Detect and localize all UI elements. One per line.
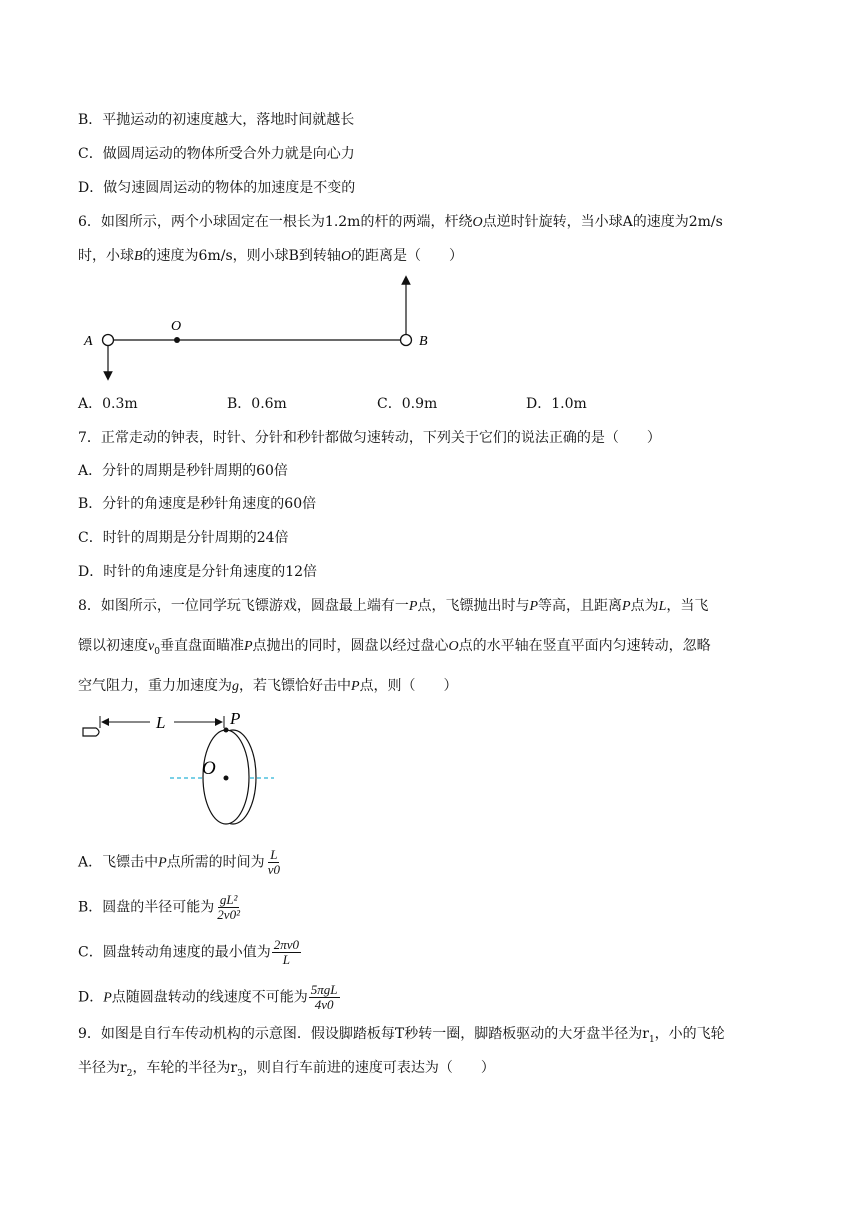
q7-stem: 7．正常走动的钟表，时针、分针和秒针都做匀速转动，下列关于它们的说法正确的是（ ） (78, 430, 661, 446)
q8-dart-disk-figure (78, 706, 288, 826)
q6-option-d: D．1.0m (526, 396, 587, 412)
label-o: O (171, 319, 182, 334)
label-o: O (202, 758, 216, 779)
q8-stem-line2: 镖以初速度$v_0$垂直盘面瞄准P点抛出的同时，圆盘以经过盘心O点的水平轴在竖直平面内匀速转动，忽略 (78, 638, 711, 657)
q7-option-a: A．分针的周期是秒针周期的60倍 (78, 463, 288, 479)
dart (83, 728, 99, 736)
q8-option-c: C．圆盘转动角速度的最小值为 $\frac{2\pi v0}{L}$ (78, 937, 300, 967)
point-p (224, 728, 229, 733)
fraction-c: $\frac{2\pi v0}{L}$ (273, 937, 300, 967)
q6-rod-figure (78, 272, 438, 384)
label-p: P (230, 709, 241, 728)
q8-stem-line3: 空气阻力，重力加速度为g，若飞镖恰好击中P点，则（ ） (78, 678, 458, 694)
pivot-o (174, 337, 180, 343)
label-b: B (419, 334, 428, 349)
q5-option-d: D．做匀速圆周运动的物体的加速度是不变的 (78, 180, 356, 196)
q5-option-b: B．平抛运动的初速度越大，落地时间就越长 (78, 112, 355, 128)
q8-option-a: A．飞镖击中P点所需的时间为 $\frac{L}{v0}$ (78, 847, 280, 877)
q6-stem-line1: 6．如图所示，两个小球固定在一根长为1.2m的杆的两端，杆绕O点逆时针旋转，当小球A的速度为2m/s (78, 214, 723, 230)
q7-option-d: D．时针的角速度是分针角速度的12倍 (78, 564, 318, 580)
q8-option-b: B．圆盘的半径可能为 $\frac{\text{gL²}}{\text{2v0²}}$ (78, 892, 240, 922)
fraction-a: $\frac{L}{v0}$ (267, 847, 280, 877)
fraction-d: $\frac{\text{5πgL}}{4v0}$ (310, 982, 338, 1012)
q7-option-b: B．分针的角速度是秒针角速度的60倍 (78, 496, 317, 512)
q8-option-d: D．P点随圆盘转动的线速度不可能为 $\frac{\text{5πgL}}{4v0}$ (78, 982, 338, 1012)
q9-stem-line2: 半径为$r_2$，车轮的半径为$r_3$，则自行车前进的速度可表达为（ ） (78, 1060, 495, 1079)
ball-b (401, 335, 412, 346)
label-l: L (156, 713, 166, 732)
q6-stem-line2: 时，小球B的速度为6m/s，则小球B到转轴O的距离是（ ） (78, 248, 464, 264)
label-a: A (84, 334, 93, 349)
disk-center-o (224, 776, 229, 781)
fraction-b: $\frac{\text{gL²}}{\text{2v0²}}$ (217, 892, 240, 922)
q8-stem-line1: 8．如图所示，一位同学玩飞镖游戏，圆盘最上端有一P点，飞镖抛出时与P等高，且距离P点为L，当飞 (78, 598, 709, 614)
q5-option-c: C．做圆周运动的物体所受合外力就是向心力 (78, 146, 355, 162)
q7-option-c: C．时针的周期是分针周期的24倍 (78, 530, 289, 546)
ball-a (103, 335, 114, 346)
q6-option-c: C．0.9m (377, 396, 438, 412)
q6-option-a: A．0.3m (78, 396, 138, 412)
q6-option-b: B．0.6m (227, 396, 287, 412)
q9-stem-line1: 9．如图是自行车传动机构的示意图．假设脚踏板每T秒转一圈，脚踏板驱动的大牙盘半径为$r_1$，小的飞轮 (78, 1026, 725, 1045)
